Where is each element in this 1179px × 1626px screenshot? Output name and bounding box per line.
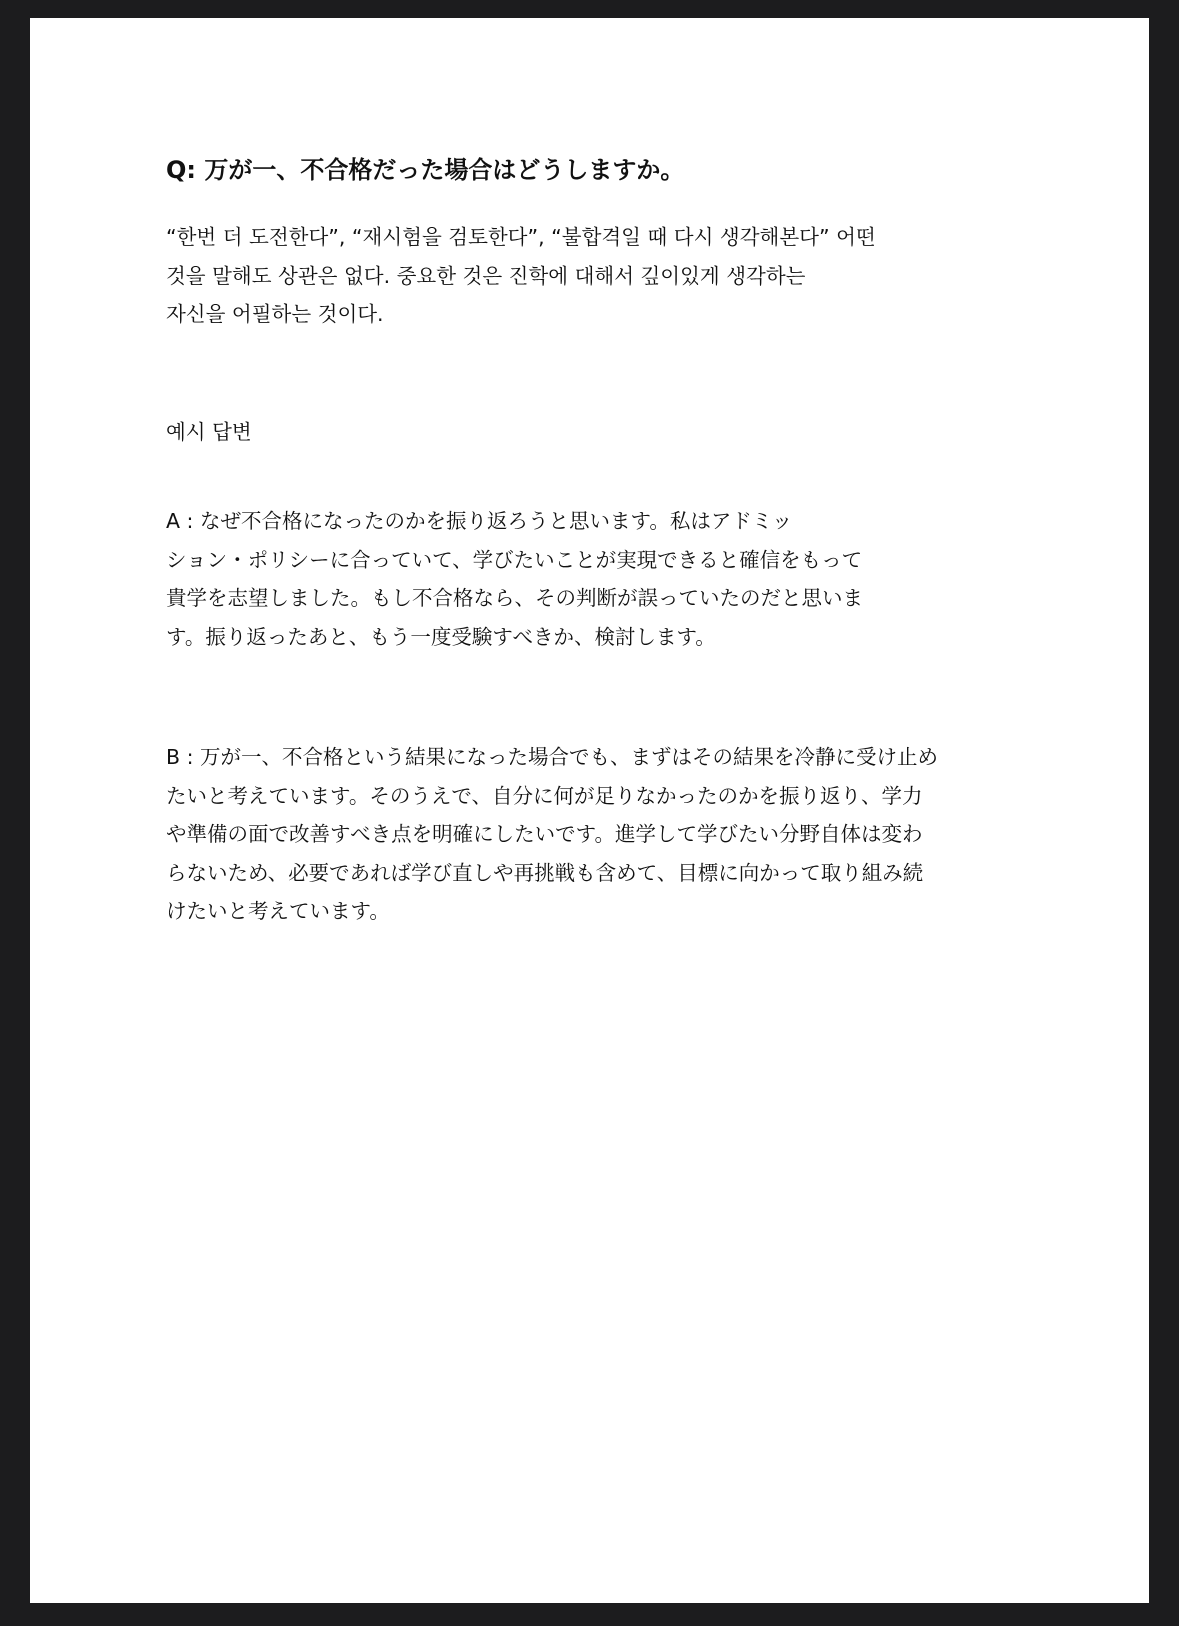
answer-a-paragraph (166, 502, 1046, 656)
answer-a-line: 貴学を志望しました。もし不合格なら、その判断が誤っていたのだと思いま (166, 586, 863, 610)
answer-b-line: けたいと考えています。 (166, 899, 390, 923)
answer-a-line: A : なぜ不合格になったのかを振り返ろうと思います。私はアドミッ (166, 509, 793, 533)
answer-b-line: たいと考えています。そのうえで、自分に何が足りなかったのかを振り返り、学力 (166, 783, 923, 808)
answer-b-line: や準備の面で改善すべき点を明確にしたいです。進学して学びたい分野自体は変わ (166, 822, 923, 846)
document-page (30, 18, 1149, 1603)
intro-line: 자신을 어필하는 것이다. (166, 302, 384, 326)
answer-a-line: ション・ポリシーに合っていて、学びたいことが実現できると確信をもって (166, 547, 863, 572)
intro-line: “한번 더 도전한다”, “재시험을 검토한다”, “불합격일 때 다시 생각해본다” 어떤 (166, 225, 876, 249)
example-answer-label: 예시 답변 (166, 420, 252, 444)
question-heading: Q: 万が一、不合格だった場合はどうしますか。 (166, 156, 685, 184)
intro-line: 것을 말해도 상관은 없다. 중요한 것은 진학에 대해서 깊이있게 생각하는 (166, 263, 806, 288)
answer-b-line: B : 万が一、不合格という結果になった場合でも、まずはその結果を冷静に受け止め (166, 745, 939, 769)
answer-b-paragraph (166, 738, 1046, 931)
intro-paragraph (166, 218, 1046, 334)
answer-b-line: らないため、必要であれば学び直しや再挑戦も含めて、目標に向かって取り組み続 (166, 860, 924, 885)
answer-a-line: す。振り返ったあと、もう一度受験すべきか、検討します。 (166, 624, 716, 649)
